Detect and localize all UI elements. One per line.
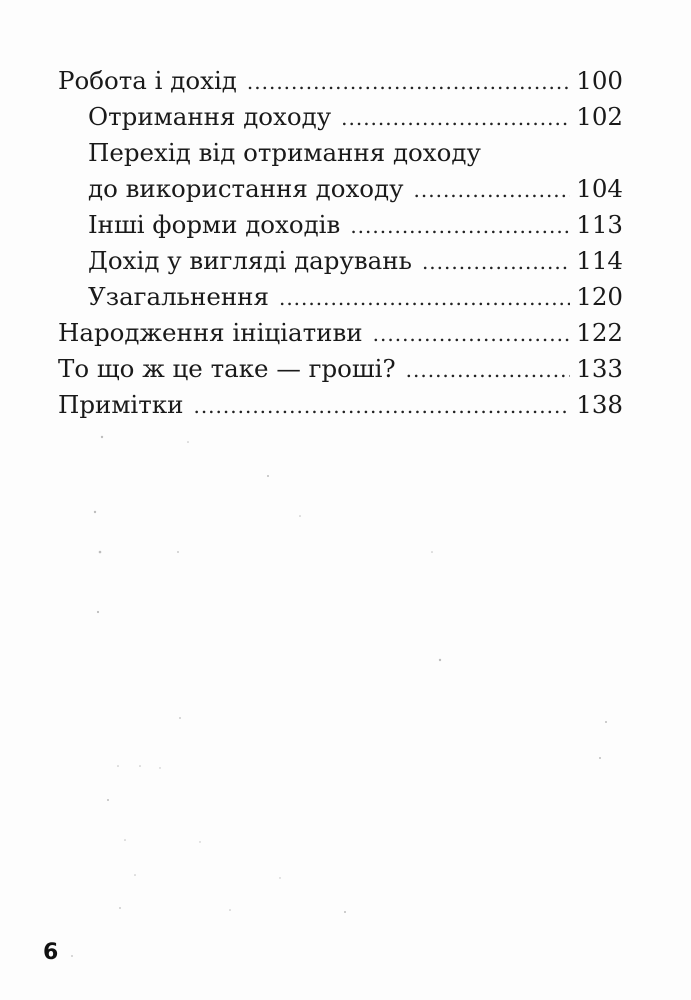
toc-entry-inshi-formy-dokhodiv	[58, 207, 623, 243]
toc-entry-uzahalnennia	[58, 279, 623, 315]
toc-entry-title: Примітки	[58, 390, 184, 419]
toc-entry-dokhid-u-vyhliadi-daruvan	[58, 243, 623, 279]
toc-entry-page: 122	[576, 318, 623, 347]
toc-entry-title: Отримання доходу	[88, 102, 332, 131]
toc-entry-page: 102	[576, 102, 623, 131]
toc-entry-robota-i-dokhid	[58, 63, 623, 99]
toc-entry-title: Узагальнення	[88, 282, 269, 311]
toc-leader-dots	[193, 388, 570, 424]
toc-leader-dots	[414, 172, 571, 208]
toc-leader-dots	[422, 244, 570, 280]
toc-entry-title: Перехід від отримання доходу	[88, 138, 481, 167]
toc-entry-perekhid-line-2	[58, 171, 623, 207]
toc-entry-title: Робота і дохід	[58, 66, 237, 95]
toc-entry-title: Народження ініціативи	[58, 318, 363, 347]
toc-entry-title: Інші форми доходів	[88, 210, 341, 239]
toc-entry-page: 113	[576, 210, 623, 239]
toc-leader-dots	[350, 208, 570, 244]
toc-leader-dots	[279, 280, 570, 316]
toc-entry-page: 100	[576, 66, 623, 95]
toc-entry-otrymannia-dokhodu	[58, 99, 623, 135]
table-of-contents	[58, 63, 623, 423]
toc-entry-page: 104	[576, 174, 623, 203]
toc-entry-page: 138	[576, 390, 623, 419]
toc-entry-title: Дохід у вигляді дарувань	[88, 246, 412, 275]
toc-entry-to-shcho-zh-tse-take-hroshi	[58, 351, 623, 387]
toc-leader-dots	[341, 100, 570, 136]
toc-leader-dots	[247, 64, 570, 100]
toc-leader-dots	[406, 352, 571, 388]
toc-entry-perekhid-line-1	[58, 135, 623, 171]
toc-entry-page: 120	[576, 282, 623, 311]
toc-entry-page: 133	[576, 354, 623, 383]
toc-entry-narodzhennia-initsiatyvy	[58, 315, 623, 351]
toc-entry-title: То що ж це таке — гроші?	[58, 354, 396, 383]
page-number: 6	[43, 940, 59, 965]
toc-leader-dots	[373, 316, 571, 352]
toc-entry-page: 114	[576, 246, 623, 275]
toc-entry-prymitky	[58, 387, 623, 423]
toc-entry-title: до використання доходу	[88, 174, 404, 203]
